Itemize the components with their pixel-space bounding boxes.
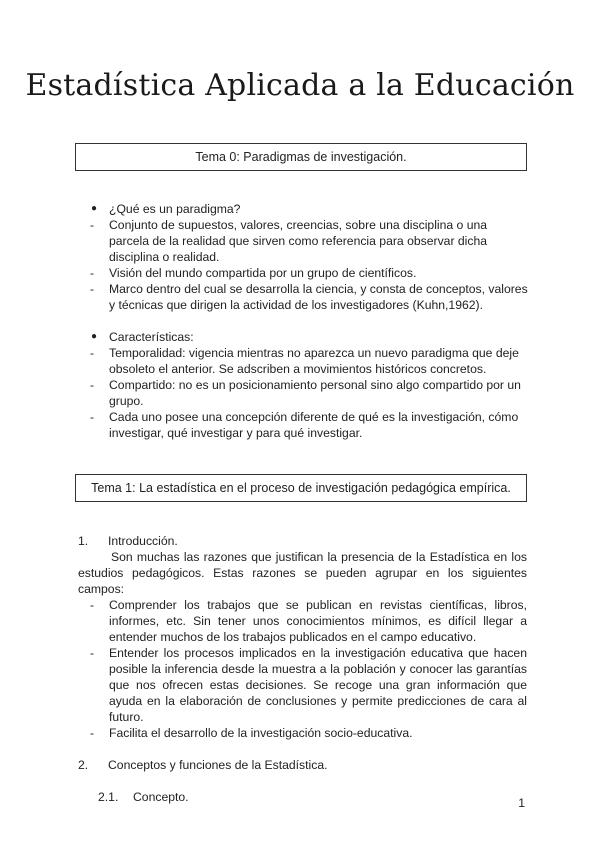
tema-1-heading: Tema 1: La estadística en el proceso de investigación pedagógica empírica. <box>91 481 511 495</box>
page-number: 1 <box>518 796 525 810</box>
dash-marker: - <box>90 218 95 232</box>
dash-text: Visión del mundo compartida por un grupo de científicos. <box>109 266 417 280</box>
dash-item <box>88 597 527 645</box>
tema-0-heading-box <box>75 143 527 171</box>
dash-marker: - <box>90 410 95 424</box>
dash-item <box>88 409 528 441</box>
dash-text: Conjunto de supuestos, valores, creencias, sobre una disciplina o una parcela de la realidad que sirven como referencia para observar dicha disciplina o realidad. <box>109 218 488 264</box>
dash-item <box>88 345 528 377</box>
dash-marker: - <box>90 282 95 296</box>
section-title: Introducción. <box>108 534 178 548</box>
intro-paragraph: Son muchas las razones que justifican la presencia de la Estadística en los estudios pedagógicos. Estas razones se pueden agrupar en los siguientes campos: <box>78 550 527 596</box>
dash-marker: - <box>90 378 95 392</box>
section-title: Conceptos y funciones de la Estadística. <box>108 758 328 772</box>
bullet-text: ¿Qué es un paradigma? <box>109 202 241 216</box>
dash-text: Comprender los trabajos que se publican en revistas científicas, libros, informes, etc. Sin tener unos conocimientos mínimos, es difícil llegar a entender muchos de los trabajos publicados en el campo educativo. <box>109 598 527 644</box>
bullet-item-paradigma <box>88 201 528 217</box>
dash-item <box>88 645 527 725</box>
bullet-icon: ● <box>91 203 98 214</box>
tema-0-heading: Tema 0: Paradigmas de investigación. <box>195 150 407 164</box>
tema-1-content <box>78 533 527 805</box>
dash-marker: - <box>90 346 95 360</box>
dash-text: Marco dentro del cual se desarrolla la ciencia, y consta de conceptos, valores y técnicas que dirigen la actividad de los investigadores (Kuhn,1962). <box>109 282 528 312</box>
dash-marker: - <box>90 266 95 280</box>
tema-1-heading-box <box>75 474 527 502</box>
dash-text: Temporalidad: vigencia mientras no aparezca un nuevo paradigma que deje obsoleto el anterior. Se adscriben a movimientos históricos concretos. <box>109 346 519 376</box>
section-1-heading <box>78 533 527 549</box>
section-2-heading <box>78 757 527 773</box>
subsection-title: Concepto. <box>133 790 189 804</box>
subsection-number: 2.1. <box>98 790 119 804</box>
dash-item <box>88 217 528 265</box>
dash-marker: - <box>90 646 95 660</box>
dash-text: Entender los procesos implicados en la investigación educativa que hacen posible la inferencia desde la muestra a la población y conocer las garantías que nos ofrecen estas decisiones. Se recoge una gran información que ayuda en la elaboración de conclusiones y permite predicciones de cara al futuro. <box>109 646 527 724</box>
dash-item <box>88 377 528 409</box>
dash-item <box>88 265 528 281</box>
intro-paragraph-wrap <box>78 549 527 597</box>
tema-0-content <box>88 201 528 441</box>
section-2-1-heading <box>78 789 527 805</box>
bullet-text: Características: <box>109 330 194 344</box>
dash-marker: - <box>90 598 95 612</box>
section-number: 2. <box>78 758 89 772</box>
section-1-list <box>78 597 527 741</box>
document-title: Estadística Aplicada a la Educación <box>25 68 575 103</box>
dash-marker: - <box>90 726 95 740</box>
dash-item <box>88 281 528 313</box>
section-number: 1. <box>78 534 89 548</box>
bullet-item-caracteristicas <box>88 329 528 345</box>
dash-text: Cada uno posee una concepción diferente de qué es la investigación, cómo investigar, qué investigar y para qué investigar. <box>109 410 519 440</box>
dash-text: Compartido: no es un posicionamiento personal sino algo compartido por un grupo. <box>109 378 521 408</box>
dash-item <box>88 725 527 741</box>
bullet-icon: ● <box>91 331 98 342</box>
dash-text: Facilita el desarrollo de la investigación socio-educativa. <box>109 726 413 740</box>
